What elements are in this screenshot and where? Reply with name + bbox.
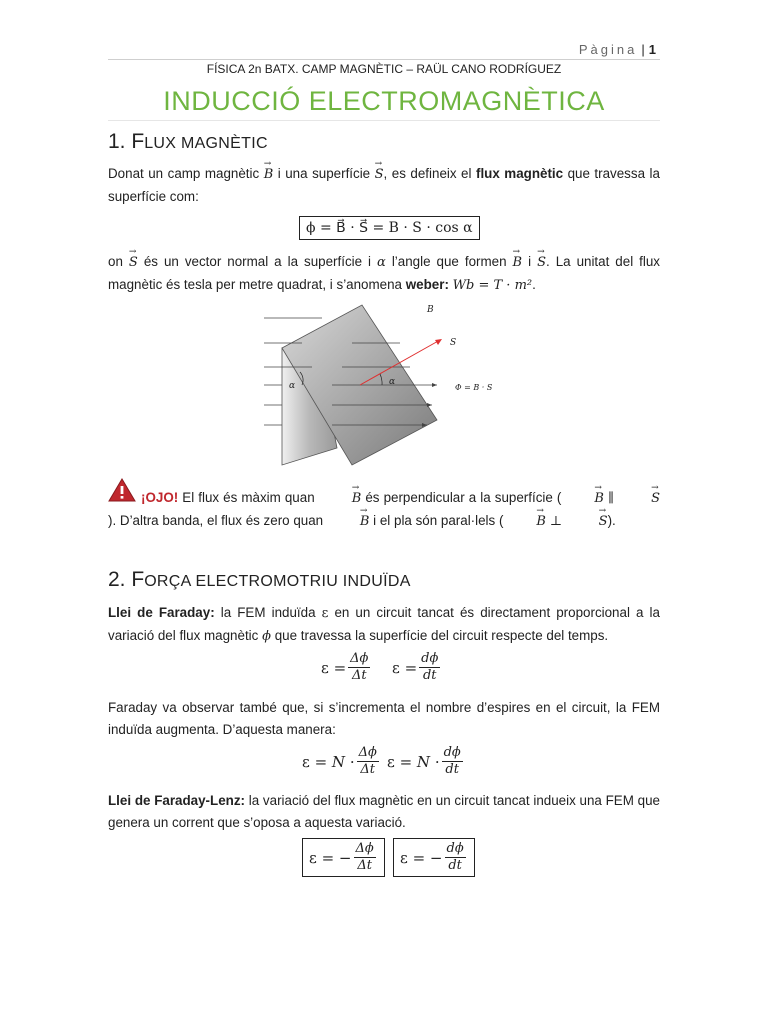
perpendicular-symbol: ⊥ [549, 514, 562, 529]
epsilon: ε [400, 848, 408, 867]
text: i una superfície [277, 166, 371, 181]
flux-figure [262, 300, 512, 470]
denominator: dt [448, 858, 462, 873]
epsilon: ε [321, 658, 329, 677]
text: que travessa la superfície del circuit respecte del temps. [274, 628, 609, 643]
minus: − [338, 848, 352, 867]
numerator: dϕ [443, 745, 461, 760]
equals: = [412, 848, 426, 867]
text: que travessa la superfície com: [108, 166, 660, 204]
numerator: Δϕ [355, 841, 374, 856]
text: on [108, 254, 123, 269]
section1-heading-first: F [131, 130, 145, 153]
text: Donat un camp magnètic [108, 166, 260, 181]
numerator: Δϕ [358, 745, 377, 760]
section1-heading [108, 130, 268, 154]
page-number: 1 [648, 42, 656, 57]
bold-term: Llei de Faraday: [108, 605, 215, 620]
text: i [528, 254, 532, 269]
dot: · [349, 752, 355, 771]
fraction [445, 841, 466, 874]
vector-S: → S [129, 252, 138, 274]
text: en un circuit tancat és directament proporcional a la variació del flux magnètic [108, 605, 660, 643]
vector-B: → B [503, 511, 546, 533]
lenz-formula-delta-box [302, 838, 385, 877]
course-line: FÍSICA 2n BATX. CAMP MAGNÈTIC – RAÜL CANO RODRÍGUEZ [206, 62, 562, 76]
text: la variació del flux magnètic en un circuit tancat indueix una FEM que genera un corrent que s’oposa a aquesta variació. [108, 793, 660, 830]
section1-heading-rest: LUX MAGNÈTIC [144, 135, 268, 152]
faraday-formula-derivative [392, 651, 442, 684]
equals: = [333, 658, 347, 677]
title-rule [108, 120, 660, 121]
faraday-formula-delta [321, 651, 372, 684]
numerator: dϕ [421, 651, 439, 666]
text: El flux és màxim quan [182, 490, 315, 505]
bold-term: weber: [405, 277, 449, 292]
N: N [416, 752, 431, 771]
text: la FEM induïda [220, 605, 316, 620]
dot: · [434, 752, 440, 771]
equals: = [399, 752, 413, 771]
section1-paragraph-1 [108, 163, 660, 208]
faraday-lenz-paragraph [108, 790, 660, 834]
vector-S: → S [375, 164, 384, 186]
vector-S: → S [537, 252, 546, 274]
fraction [357, 745, 379, 778]
vector-S: → S [566, 511, 608, 533]
section1-number: 1. [108, 130, 126, 153]
text: , es defineix el [383, 166, 472, 181]
epsilon: ε [392, 658, 400, 677]
bold-term: Llei de Faraday-Lenz: [108, 793, 245, 808]
epsilon: ε [387, 752, 395, 771]
text: i el pla són paral·lels ( [373, 513, 504, 528]
epsilon-symbol: ε [321, 606, 329, 621]
vector-B: → B [264, 164, 274, 186]
denominator: dt [422, 668, 437, 683]
vector-B: → B [561, 488, 604, 510]
faraday-n-formula-derivative [387, 745, 465, 778]
warning-label: ¡OJO! [141, 490, 179, 505]
vector-B: → B [319, 488, 362, 510]
label-flux-formula: Φ = B · S [455, 383, 493, 392]
fraction [348, 651, 370, 684]
denominator: dt [445, 762, 459, 777]
section2-number: 2. [108, 568, 126, 591]
numerator: dϕ [446, 841, 464, 856]
faraday-n-formula-delta [302, 745, 381, 778]
vector-B: → B [327, 511, 370, 533]
label-alpha: α [389, 377, 396, 387]
bold-term: flux magnètic [475, 166, 564, 181]
text: és un vector normal a la superfície i [143, 254, 372, 269]
label-S: S [450, 338, 457, 348]
header-rule [108, 59, 660, 60]
N: N [331, 752, 346, 771]
denominator: Δt [357, 858, 372, 873]
parallel-symbol: ∥ [608, 491, 615, 506]
section2-heading-rest: ORÇA ELECTROMOTRIU INDUÏDA [144, 573, 411, 590]
fraction [419, 651, 440, 684]
denominator: Δt [360, 762, 376, 777]
page-separator: | [641, 42, 645, 57]
minus: − [429, 848, 443, 867]
weber-formula: Wb = T · m² [452, 278, 533, 293]
text: l’angle que formen [391, 254, 507, 269]
text: ). [607, 513, 616, 528]
epsilon: ε [309, 848, 317, 867]
page-title: INDUCCIÓ ELECTROMAGNÈTICA [163, 86, 605, 116]
phi-symbol: ϕ [262, 629, 271, 644]
label-alpha-side: α [289, 381, 296, 391]
epsilon: ε [302, 752, 310, 771]
flux-formula-box: ϕ = B⃗ · S⃗ = B · S · cos α [299, 216, 480, 240]
faraday-law-paragraph [108, 602, 660, 648]
equals: = [321, 848, 335, 867]
denominator: Δt [351, 668, 367, 683]
vector-S: → S [618, 488, 660, 510]
label-B: B [427, 305, 434, 315]
warning-paragraph [108, 487, 660, 533]
page-header [579, 42, 656, 57]
fraction [442, 745, 463, 778]
fraction [354, 841, 376, 874]
text: ). D’altra banda, el flux és zero quan [108, 513, 324, 528]
vector-B: → B [513, 252, 523, 274]
section2-heading [108, 568, 411, 592]
turns-paragraph: Faraday va observar també que, si s’incrementa el nombre d’espires en el circuit, la FEM induïda augmenta. D’aquesta manera: [108, 700, 660, 737]
page-word: Pàgina [578, 42, 638, 57]
lenz-formula-derivative-box [393, 838, 475, 877]
alpha-symbol: α [377, 255, 386, 270]
section1-paragraph-2: on → S és un vector normal a la superfície i α l’angle que formen → B i → S. La unitat del flux magnètic és tesla per metre quadrat, i s’anomena weber: Wb = T · m². [108, 251, 660, 297]
text: és perpendicular a la superfície ( [365, 490, 562, 505]
equals: = [404, 658, 418, 677]
section2-heading-first: F [131, 568, 145, 591]
text: . La unitat del flux magnètic és tesla per metre quadrat, i s’anomena [108, 254, 661, 292]
equals: = [314, 752, 328, 771]
numerator: Δϕ [350, 651, 369, 666]
